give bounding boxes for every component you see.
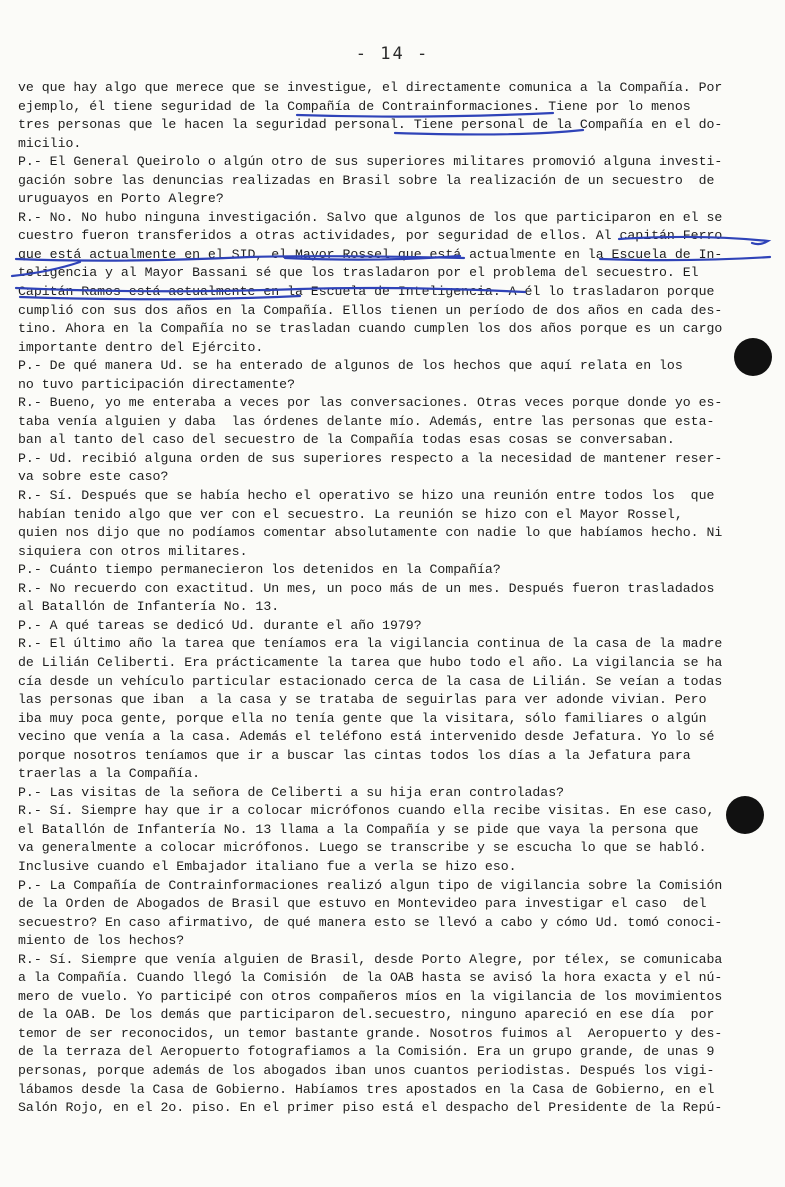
text-line: secuestro? En caso afirmativo, de qué manera esto se llevó a cabo y cómo Ud. tomó conoci-: [18, 914, 723, 930]
text-line: las personas que iban a la casa y se trataba de seguirlas para ver adonde vivian. Pero: [18, 692, 707, 708]
text-line: P.- Cuánto tiempo permanecieron los detenidos en la Compañía?: [18, 562, 501, 578]
text-line: P.- A qué tareas se dedicó Ud. durante el año 1979?: [18, 617, 422, 633]
text-line: de la Orden de Abogados de Brasil que estuvo en Montevideo para investigar el caso del: [18, 896, 707, 912]
text-line: Capitán Ramos está actualmente en la Escuela de Inteligencia. A él lo trasladaron porque: [18, 284, 715, 300]
text-line: traerlas a la Compañía.: [18, 766, 201, 782]
text-line: ban al tanto del caso del secuestro de la Compañía todas esas cosas se conversaban.: [18, 432, 675, 448]
text-line: gación sobre las denuncias realizadas en Brasil sobre la realización de un secuestro de: [18, 172, 715, 188]
text-line: de Lilián Celiberti. Era prácticamente la tarea que hubo todo el año. La vigilancia se ha: [18, 654, 723, 670]
text-line: taba venía alguien y daba las órdenes delante mío. Además, entre las personas que esta-: [18, 413, 715, 429]
text-line: P.- El General Queirolo o algún otro de sus superiores militares promovió alguna investi-: [18, 154, 723, 170]
text-line: R.- No recuerdo con exactitud. Un mes, un poco más de un mes. Después fueron trasladados: [18, 580, 715, 596]
text-line: iba muy poca gente, porque ella no tenía gente que la visitara, sólo familiares o algún: [18, 710, 707, 726]
text-line: cuestro fueron transferidos a otras actividades, por seguridad de ellos. Al capitán Ferro: [18, 228, 723, 244]
text-line: P.- Las visitas de la señora de Celiberti a su hija eran controladas?: [18, 784, 565, 800]
text-line: P.- La Compañía de Contrainformaciones realizó algun tipo de vigilancia sobre la Comisión: [18, 877, 723, 893]
text-line: mero de vuelo. Yo participé con otros compañeros míos en la vigilancia de los movimientos: [18, 988, 723, 1004]
text-line: quien nos dijo que no podíamos comentar absolutamente con nadie lo que habíamos hecho. Ni: [18, 525, 723, 541]
text-line: vecino que venía a la casa. Además el teléfono está intervenido desde Jefatura. Yo lo sé: [18, 729, 715, 745]
text-line: Inclusive cuando el Embajador italiano fue a verla se hizo eso.: [18, 858, 517, 874]
text-line: que está actualmente en el SID, el Mayor Rossel que está actualmente en la Escuela de In-: [18, 246, 723, 262]
text-line: R.- Sí. Siempre que venía alguien de Brasil, desde Porto Alegre, por télex, se comunicaba: [18, 951, 723, 967]
text-line: al Batallón de Infantería No. 13.: [18, 599, 280, 615]
text-line: cía desde un vehículo particular estacionado cerca de la casa de Lilián. Se veían a todas: [18, 673, 723, 689]
text-line: ejemplo, él tiene seguridad de la Compañía de Contrainformaciones. Tiene por lo menos: [18, 98, 691, 114]
ink-blot-top: [734, 338, 772, 376]
text-line: de la terraza del Aeropuerto fotografiamos a la Comisión. Era un grupo grande, de unas 9: [18, 1044, 715, 1060]
text-line: el Batallón de Infantería No. 13 llama a la Compañía y se pide que vaya la persona que: [18, 821, 699, 837]
text-line: Salón Rojo, en el 2o. piso. En el primer piso está el despacho del Presidente de la Repú-: [18, 1100, 723, 1116]
text-line: micilio.: [18, 135, 82, 151]
text-line: importante dentro del Ejército.: [18, 339, 264, 355]
text-line: teligencia y al Mayor Bassani sé que los trasladaron por el problema del secuestro. El: [18, 265, 699, 281]
text-line: P.- De qué manera Ud. se ha enterado de algunos de los hechos que aquí relata en los: [18, 358, 683, 374]
ink-blot-bottom: [726, 796, 764, 834]
text-line: R.- No. No hubo ninguna investigación. Salvo que algunos de los que participaron en el se: [18, 209, 723, 225]
text-line: tres personas que le hacen la seguridad personal. Tiene personal de la Compañía en el do-: [18, 117, 723, 133]
text-line: tino. Ahora en la Compañía no se trasladan cuando cumplen los dos años porque es un cargo: [18, 321, 723, 337]
text-line: va generalmente a colocar micrófonos. Luego se transcribe y se escucha lo que se habló.: [18, 840, 707, 856]
text-line: P.- Ud. recibió alguna orden de sus superiores respecto a la necesidad de mantener reser-: [18, 450, 723, 466]
text-line: va sobre este caso?: [18, 469, 169, 485]
text-line: cumplió con sus dos años en la Compañía. Ellos tienen un período de dos años en cada des-: [18, 302, 723, 318]
text-line: no tuvo participación directamente?: [18, 376, 295, 392]
text-line: R.- El último año la tarea que teníamos era la vigilancia continua de la casa de la madre: [18, 636, 723, 652]
text-line: porque nosotros teníamos que ir a buscar las cintas todos los días a la Jefatura para: [18, 747, 691, 763]
text-line: lábamos desde la Casa de Gobierno. Habíamos tres apostados en la Casa de Gobierno, en el: [18, 1081, 715, 1097]
page-number: - 14 -: [355, 44, 430, 64]
text-line: de la OAB. De los demás que participaron del.secuestro, ninguno apareció en ese día por: [18, 1007, 715, 1023]
text-line: a la Compañía. Cuando llegó la Comisión de la OAB hasta se avisó la hora exacta y el nú-: [18, 970, 723, 986]
document-body: [18, 79, 770, 1118]
text-line: R.- Sí. Siempre hay que ir a colocar micrófonos cuando ella recibe visitas. En ese caso,: [18, 803, 715, 819]
text-line: siquiera con otros militares.: [18, 543, 248, 559]
text-line: R.- Sí. Después que se había hecho el operativo se hizo una reunión entre todos los que: [18, 488, 715, 504]
text-line: uruguayos en Porto Alegre?: [18, 191, 224, 207]
text-line: personas, porque además de los abogados iban unos cuantos periodistas. Después los vigi-: [18, 1062, 715, 1078]
text-line: miento de los hechos?: [18, 933, 185, 949]
text-line: habían tenido algo que ver con el secuestro. La reunión se hizo con el Mayor Rossel,: [18, 506, 683, 522]
text-line: temor de ser reconocidos, un temor bastante grande. Nosotros fuimos al Aeropuerto y des-: [18, 1025, 723, 1041]
text-line: ve que hay algo que merece que se investigue, el directamente comunica a la Compañía. Por: [18, 80, 723, 95]
text-line: R.- Bueno, yo me enteraba a veces por las conversaciones. Otras veces porque donde yo es-: [18, 395, 723, 411]
